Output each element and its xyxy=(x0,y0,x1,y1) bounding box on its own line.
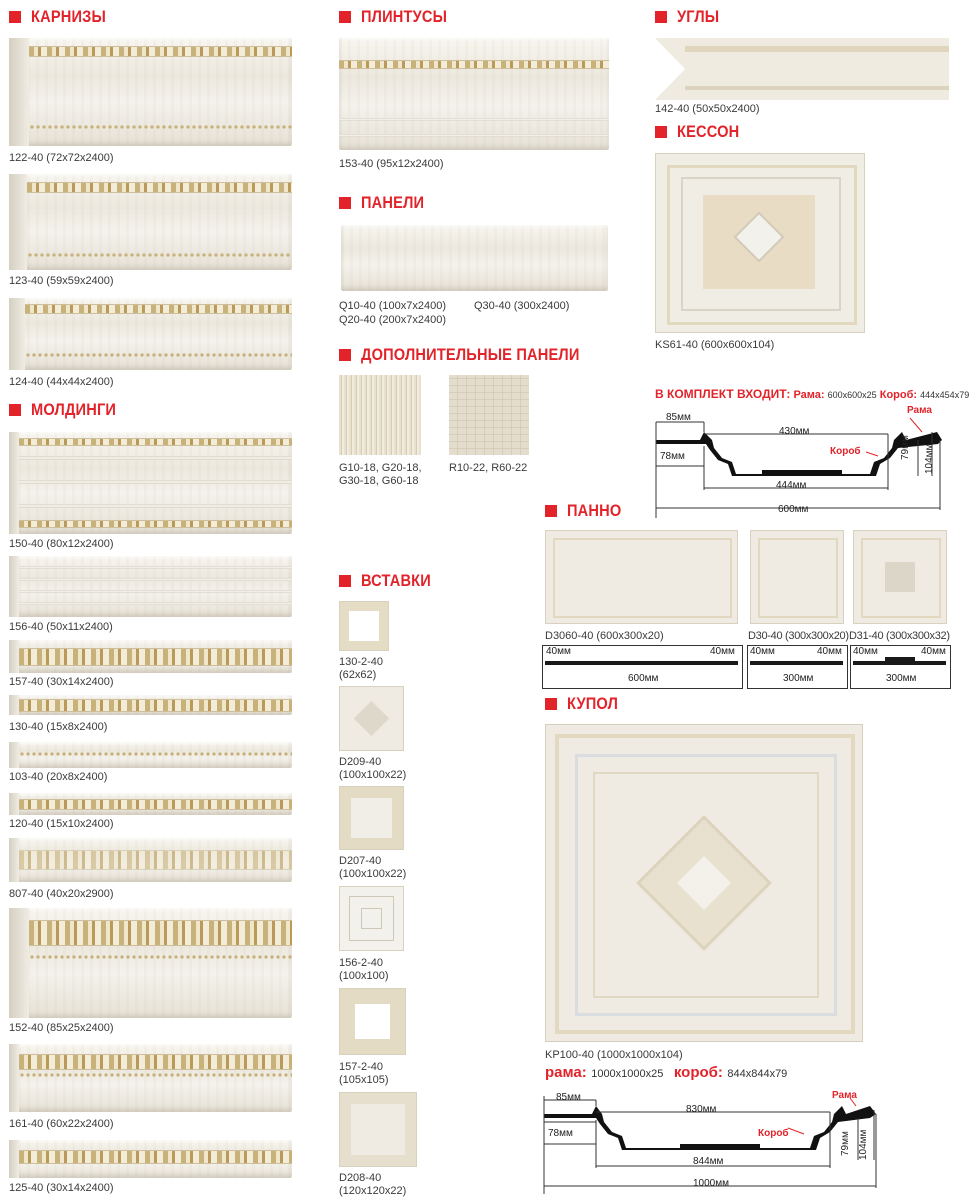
molding-image-103 xyxy=(9,742,292,768)
section-header-panno: ПАННО xyxy=(545,501,630,521)
baseboard-image-153 xyxy=(339,38,609,150)
red-square-icon xyxy=(545,505,557,517)
dim-300: 300мм xyxy=(783,673,814,684)
dim-40: 40мм xyxy=(546,646,571,657)
product-size: (62x62) xyxy=(339,669,377,681)
rama-label: рама: xyxy=(545,1064,587,1081)
molding-image-152 xyxy=(9,908,292,1018)
section-header-paneli: ПАНЕЛИ xyxy=(339,193,434,213)
molding-image-120 xyxy=(9,793,292,815)
dim-40: 40мм xyxy=(710,646,735,657)
section-header-karnizy: КАРНИЗЫ xyxy=(9,7,118,27)
product-code: D207-40 xyxy=(339,855,382,867)
section-header-kesson: КЕССОН xyxy=(655,122,750,142)
panel-texture-g xyxy=(339,375,421,455)
dim-85: 85мм xyxy=(666,412,691,423)
section-header-dop-paneli: ДОПОЛНИТЕЛЬНЫЕ ПАНЕЛИ xyxy=(339,345,615,365)
dim-78: 78мм xyxy=(548,1128,573,1139)
product-label: 157-40 (30x14x2400) xyxy=(9,676,114,688)
section-header-kupol: КУПОЛ xyxy=(545,694,626,714)
product-label: 130-40 (15x8x2400) xyxy=(9,721,108,733)
molding-image-130 xyxy=(9,695,292,715)
product-code: D209-40 xyxy=(339,756,382,768)
product-label: G10-18, G20-18, xyxy=(339,462,422,474)
insert-image-d208 xyxy=(339,1092,417,1167)
product-label: 123-40 (59x59x2400) xyxy=(9,275,114,287)
dim-40: 40мм xyxy=(921,646,946,657)
product-label: 124-40 (44x44x2400) xyxy=(9,376,114,388)
dim-300: 300мм xyxy=(886,673,917,684)
product-size: (100x100) xyxy=(339,970,389,982)
dim-104: 104мм xyxy=(924,443,935,474)
insert-image-157-2 xyxy=(339,988,406,1055)
product-code: 157-2-40 xyxy=(339,1061,384,1073)
product-code: 130-2-40 xyxy=(339,656,384,668)
cornice-image-123 xyxy=(9,174,292,270)
panno-image-d31 xyxy=(853,530,947,624)
rama-label: Рама: xyxy=(793,389,825,401)
product-code: D208-40 xyxy=(339,1172,382,1184)
korob-label: Короб: xyxy=(879,389,918,401)
kupol-image xyxy=(545,724,863,1042)
product-size: (105x105) xyxy=(339,1074,389,1086)
panno-profile-1 xyxy=(545,661,738,665)
rama-size: 600x600x25 xyxy=(827,390,877,400)
product-label: 153-40 (95x12x2400) xyxy=(339,158,444,170)
kesson-komplekt-line xyxy=(655,387,969,401)
product-label: 150-40 (80x12x2400) xyxy=(9,538,114,550)
product-label: Q20-40 (200x7x2400) xyxy=(339,314,447,326)
product-label: Q10-40 (100x7x2400) xyxy=(339,300,447,312)
product-size: (100x100x22) xyxy=(339,769,407,781)
kupol-komplekt-line xyxy=(545,1064,787,1082)
product-label: D30-40 (300x300x20) xyxy=(748,630,849,642)
panno-image-d30 xyxy=(750,530,844,624)
panno-profile-3-relief xyxy=(885,657,915,662)
red-square-icon xyxy=(339,349,351,361)
molding-image-157 xyxy=(9,640,292,673)
panno-profile-2 xyxy=(750,661,843,665)
product-code: 156-2-40 xyxy=(339,957,384,969)
molding-image-125 xyxy=(9,1140,292,1178)
panno-image-d3060 xyxy=(545,530,738,624)
korob-size: 844x844x79 xyxy=(727,1068,788,1080)
product-label: D31-40 (300x300x32) xyxy=(849,630,950,642)
product-label: 161-40 (60x22x2400) xyxy=(9,1118,114,1130)
insert-image-d209 xyxy=(339,686,404,751)
dim-85: 85мм xyxy=(556,1092,581,1103)
red-square-icon xyxy=(339,11,351,23)
dim-79: 79мм xyxy=(840,1131,851,1156)
red-square-icon xyxy=(9,404,21,416)
rama-size: 1000x1000x25 xyxy=(591,1068,664,1080)
product-label: KS61-40 (600x600x104) xyxy=(655,339,775,351)
dim-104: 104мм xyxy=(858,1129,869,1160)
red-square-icon xyxy=(339,575,351,587)
product-label: G30-18, G60-18 xyxy=(339,475,419,487)
dim-444: 444мм xyxy=(776,480,807,491)
product-label: 156-40 (50x11x2400) xyxy=(9,621,113,633)
product-label: 122-40 (72x72x2400) xyxy=(9,152,114,164)
section-header-moldingi: МОЛДИНГИ xyxy=(9,400,130,420)
section-header-vstavki: ВСТАВКИ xyxy=(339,571,442,591)
product-size: (120x120x22) xyxy=(339,1185,407,1197)
dim-430: 430мм xyxy=(779,426,810,437)
panel-texture-r xyxy=(449,375,529,455)
tag-rama: Рама xyxy=(832,1090,857,1101)
product-label: 807-40 (40x20x2900) xyxy=(9,888,114,900)
product-label: KP100-40 (1000x1000x104) xyxy=(545,1049,683,1061)
tag-korob: Короб xyxy=(758,1128,789,1139)
panel-image-q xyxy=(341,225,608,291)
molding-image-161 xyxy=(9,1044,292,1112)
dim-600: 600мм xyxy=(628,673,659,684)
red-square-icon xyxy=(545,698,557,710)
corner-image-142 xyxy=(655,38,949,100)
kesson-image xyxy=(655,153,865,333)
insert-image-156-2 xyxy=(339,886,404,951)
product-size: (100x100x22) xyxy=(339,868,407,880)
korob-size: 444x454x79 xyxy=(920,390,969,400)
red-square-icon xyxy=(655,126,667,138)
cornice-image-122 xyxy=(9,38,292,146)
molding-image-150 xyxy=(9,432,292,534)
product-label: Q30-40 (300x2400) xyxy=(474,300,570,312)
cornice-image-124 xyxy=(9,298,292,370)
product-label: 152-40 (85x25x2400) xyxy=(9,1022,114,1034)
red-square-icon xyxy=(9,11,21,23)
insert-image-d207 xyxy=(339,786,404,850)
product-label: R10-22, R60-22 xyxy=(449,462,528,474)
section-header-plintusy: ПЛИНТУСЫ xyxy=(339,7,461,27)
tag-rama: Рама xyxy=(907,405,932,416)
product-label: 142-40 (50x50x2400) xyxy=(655,103,760,115)
product-label: 120-40 (15x10x2400) xyxy=(9,818,114,830)
product-label: 125-40 (30x14x2400) xyxy=(9,1182,114,1194)
molding-image-807 xyxy=(9,838,292,882)
dim-79: 79мм xyxy=(900,435,911,460)
dim-1000: 1000мм xyxy=(693,1178,729,1189)
red-square-icon xyxy=(339,197,351,209)
dim-844: 844мм xyxy=(693,1156,724,1167)
section-header-ugly: УГЛЫ xyxy=(655,7,726,27)
product-label: 103-40 (20x8x2400) xyxy=(9,771,108,783)
red-square-icon xyxy=(655,11,667,23)
dim-40: 40мм xyxy=(750,646,775,657)
komplekt-label: В КОМПЛЕКТ ВХОДИТ: xyxy=(655,387,791,401)
product-label: D3060-40 (600x300x20) xyxy=(545,630,664,642)
molding-image-156 xyxy=(9,556,292,617)
dim-40: 40мм xyxy=(853,646,878,657)
dim-600: 600мм xyxy=(778,504,809,515)
korob-label: короб: xyxy=(673,1064,723,1081)
tag-korob: Короб xyxy=(830,446,861,457)
dim-830: 830мм xyxy=(686,1104,717,1115)
dim-78: 78мм xyxy=(660,451,685,462)
dim-40: 40мм xyxy=(817,646,842,657)
insert-image-130-2 xyxy=(339,601,389,651)
